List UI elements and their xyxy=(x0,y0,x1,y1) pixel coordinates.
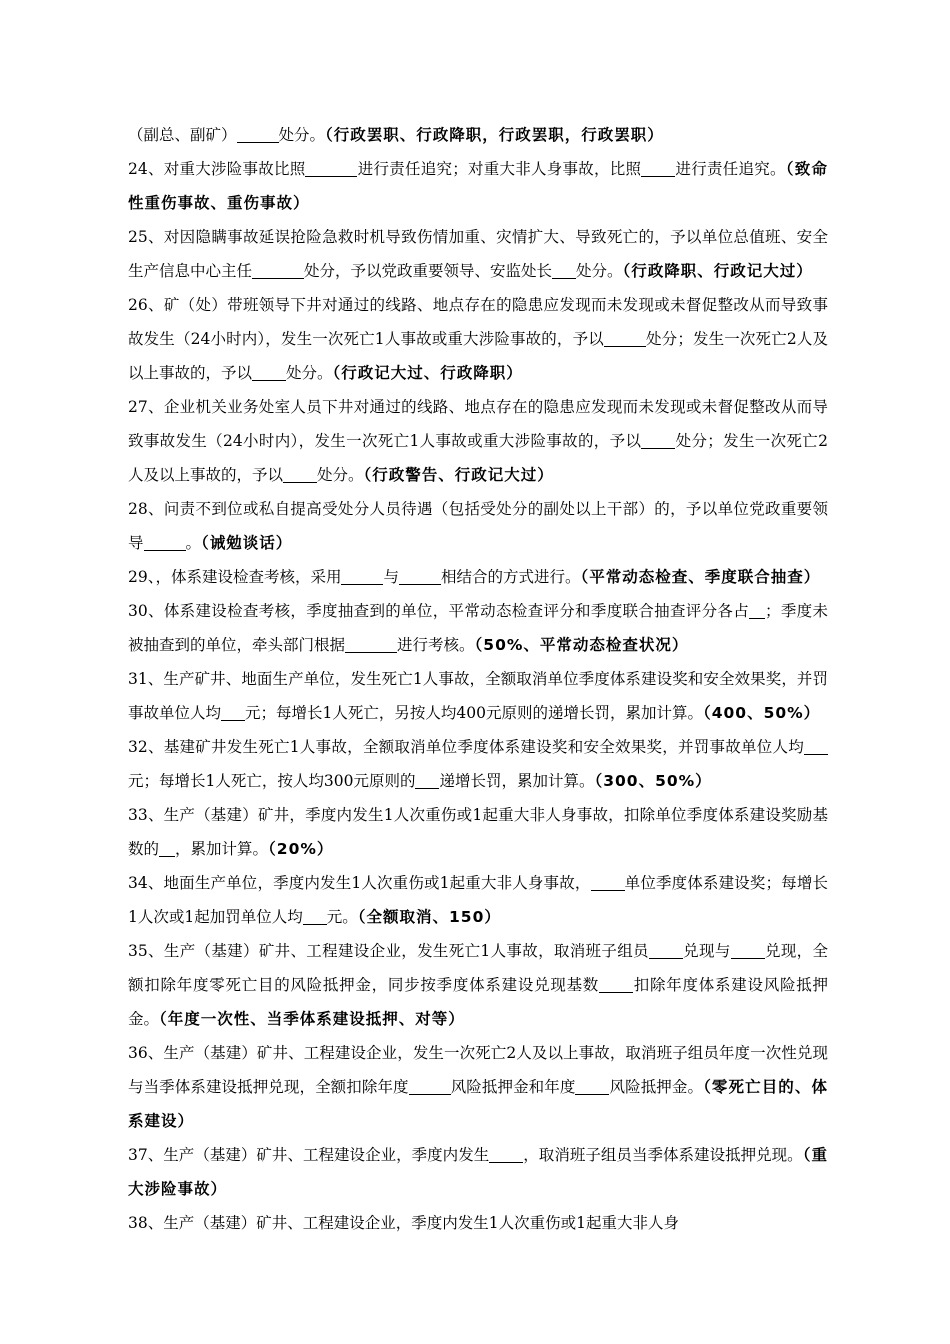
item-30 xyxy=(128,594,828,662)
answer-blank xyxy=(345,637,397,654)
answer-blank xyxy=(341,569,383,586)
question-text: 处分；发生一次死亡2人及以上事故的，予以 xyxy=(128,432,828,484)
answer-blank xyxy=(252,263,304,280)
answer-blank xyxy=(159,841,175,858)
question-text: 32、基建矿井发生死亡1人事故，全额取消单位季度体系建设奖和安全效果奖，并罚事故单位人均 xyxy=(128,738,804,756)
question-text: 进行责任追究；对重大非人身事故，比照 xyxy=(357,160,642,178)
item-25 xyxy=(128,220,828,288)
answer-key: （400、50%） xyxy=(702,704,821,722)
question-text: 元。 xyxy=(326,908,358,926)
answer-blank xyxy=(552,263,576,280)
question-text: 38、生产（基建）矿井、工程建设企业，季度内发生1人次重伤或1起重大非人身 xyxy=(128,1214,679,1232)
answer-blank xyxy=(749,603,765,620)
question-text: 元；每增长1人死亡，按人均300元原则的 xyxy=(128,772,416,790)
question-text: （副总、副矿） xyxy=(128,126,237,144)
question-text: 30、体系建设检查考核，季度抽查到的单位，平常动态检查评分和季度联合抽查评分各占 xyxy=(128,602,750,620)
answer-blank xyxy=(409,1079,451,1096)
answer-blank xyxy=(649,943,683,960)
answer-blank xyxy=(237,127,279,144)
answer-key: （零死亡目的、体系建设） xyxy=(128,1078,828,1130)
answer-blank xyxy=(399,569,441,586)
answer-key: （50%、平常动态检查状况） xyxy=(474,636,689,654)
item-36 xyxy=(128,1036,828,1138)
item-26 xyxy=(128,288,828,390)
question-text: 风险抵押金和年度 xyxy=(450,1078,576,1096)
document-body xyxy=(128,118,828,1240)
question-text: 单位季度体系建设奖；每增长1人次或1起加罚单位人均 xyxy=(128,874,828,926)
answer-key: （年度一次性、当季体系建设抵押、对等） xyxy=(159,1010,465,1028)
answer-blank xyxy=(641,161,675,178)
item-37 xyxy=(128,1138,828,1206)
answer-blank xyxy=(575,1079,609,1096)
answer-key: （行政降职、行政记大过） xyxy=(622,262,813,280)
item-28 xyxy=(128,492,828,560)
question-text: 25、对因隐瞒事故延误抢险急救时机导致伤情加重、灾情扩大、导致死亡的，予以单位总值班、安全生产信息中心主任 xyxy=(128,228,828,280)
question-text: 37、生产（基建）矿井、工程建设企业，季度内发生 xyxy=(128,1146,490,1164)
item-34 xyxy=(128,866,828,934)
answer-key: （诫勉谈话） xyxy=(201,534,293,552)
question-text: 29、，体系建设检查考核，采用 xyxy=(128,568,342,586)
answer-blank xyxy=(252,365,286,382)
question-text: 相结合的方式进行。 xyxy=(441,568,581,586)
question-text: 33、生产（基建）矿井，季度内发生1人次重伤或1起重大非人身事故，扣除单位季度体系建设奖励基数的 xyxy=(128,806,828,858)
answer-key: （20%） xyxy=(268,840,334,858)
question-text: 26、矿（处）带班领导下井对通过的线路、地点存在的隐患应发现而未发现或未督促整改从而导致事故发生（24小时内），发生一次死亡1人事故或重大涉险事故的，予以 xyxy=(128,296,828,348)
question-text: 与 xyxy=(383,568,399,586)
question-text: 扣除年度体系建设风险抵押金。 xyxy=(128,976,828,1028)
answer-blank xyxy=(305,161,357,178)
answer-key: （全额取消、150） xyxy=(357,908,501,926)
answer-blank xyxy=(489,1147,523,1164)
question-text: 处分。 xyxy=(286,364,333,382)
answer-blank xyxy=(283,467,317,484)
question-text: 进行考核。 xyxy=(397,636,475,654)
question-text: ，累加计算。 xyxy=(175,840,269,858)
question-text: 处分，予以党政重要领导、安监处长 xyxy=(304,262,553,280)
question-text: 处分。 xyxy=(278,126,326,144)
question-text: 兑现与 xyxy=(682,942,731,960)
answer-key: （行政警告、行政记大过） xyxy=(363,466,554,484)
question-text: 处分；发生一次死亡2人及以上事故的，予以 xyxy=(128,330,828,382)
question-text: 处分。 xyxy=(317,466,364,484)
answer-key: （重大涉险事故） xyxy=(128,1146,828,1198)
answer-blank xyxy=(221,705,245,722)
item-cont xyxy=(128,118,828,152)
answer-blank xyxy=(599,977,633,994)
answer-blank xyxy=(804,739,828,756)
answer-blank xyxy=(303,909,327,926)
answer-blank xyxy=(591,875,625,892)
answer-key: （平常动态检查、季度联合抽查） xyxy=(580,568,821,586)
question-text: 元；每增长1人死亡，另按人均400元原则的递增长罚，累加计算。 xyxy=(245,704,703,722)
question-text: 风险抵押金。 xyxy=(609,1078,704,1096)
question-text: 递增长罚，累加计算。 xyxy=(439,772,595,790)
question-text: 兑现，全额扣除年度零死亡目的风险抵押金，同步按季度体系建设兑现基数 xyxy=(128,942,828,994)
question-text: 处分。 xyxy=(576,262,623,280)
question-text: 。 xyxy=(185,534,202,552)
answer-key: （300、50%） xyxy=(594,772,712,790)
answer-blank xyxy=(731,943,765,960)
answer-blank xyxy=(641,433,675,450)
question-text: 进行责任追究。 xyxy=(675,160,786,178)
item-38 xyxy=(128,1206,828,1240)
item-27 xyxy=(128,390,828,492)
question-text: 24、对重大涉险事故比照 xyxy=(128,160,306,178)
question-text: 27、企业机关业务处室人员下井对通过的线路、地点存在的隐患应发现而未发现或未督促整改从而导致事故发生（24小时内），发生一次死亡1人事故或重大涉险事故的，予以 xyxy=(128,398,828,450)
item-33 xyxy=(128,798,828,866)
item-35 xyxy=(128,934,828,1036)
answer-blank xyxy=(144,535,186,552)
answer-blank xyxy=(415,773,439,790)
question-text: ；季度未被抽查到的单位，牵头部门根据 xyxy=(128,602,828,654)
question-text: 31、生产矿井、地面生产单位，发生死亡1人事故，全额取消单位季度体系建设奖和安全效果奖，并罚事故单位人均 xyxy=(128,670,828,722)
question-text: 35、生产（基建）矿井、工程建设企业，发生死亡1人事故，取消班子组员 xyxy=(128,942,649,960)
question-text: 28、问责不到位或私自提高受处分人员待遇（包括受处分的副处以上干部）的，予以单位党政重要领导 xyxy=(128,500,828,552)
item-31 xyxy=(128,662,828,730)
question-text: 34、地面生产单位，季度内发生1人次重伤或1起重大非人身事故， xyxy=(128,874,591,892)
answer-key: （行政罢职、行政降职，行政罢职，行政罢职） xyxy=(325,126,664,144)
item-29 xyxy=(128,560,828,594)
item-32 xyxy=(128,730,828,798)
answer-key: （行政记大过、行政降职） xyxy=(332,364,523,382)
question-text: ，取消班子组员当季体系建设抵押兑现。 xyxy=(523,1146,803,1164)
answer-blank xyxy=(604,331,646,348)
question-text: 36、生产（基建）矿井、工程建设企业，发生一次死亡2人及以上事故，取消班子组员年度一次性兑现与当季体系建设抵押兑现，全额扣除年度 xyxy=(128,1044,828,1096)
item-24 xyxy=(128,152,828,220)
answer-key: （致命性重伤事故、重伤事故） xyxy=(128,160,828,212)
